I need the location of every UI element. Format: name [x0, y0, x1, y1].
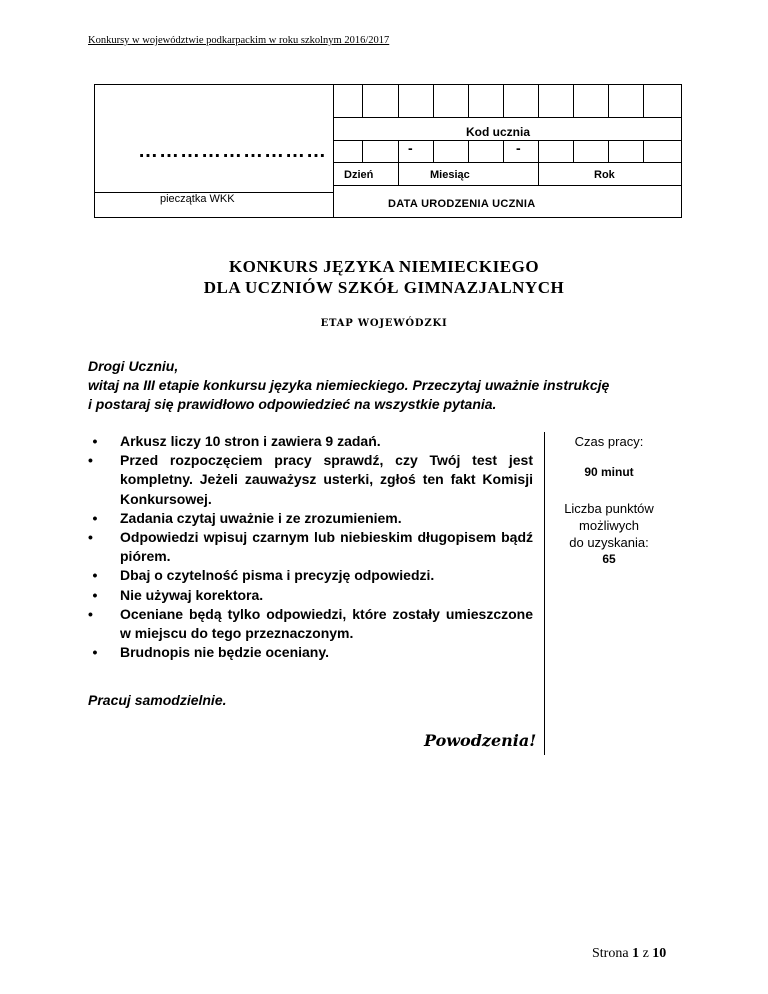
points-label-line3: do uzyskania:	[569, 535, 649, 550]
instruction-item: • Arkusz liczy 10 stron i zawiera 9 zadań.	[88, 432, 533, 451]
instructions-list	[88, 432, 533, 662]
instruction-item: • Odpowiedzi wpisuj czarnym lub niebieskim długopisem bądź piórem.	[88, 529, 533, 565]
bullet-icon: •	[88, 452, 93, 469]
bullet-icon: •	[92, 586, 98, 603]
birth-date-label: DATA URODZENIA UCZNIA	[388, 198, 536, 210]
points-label-line2: możliwych	[579, 518, 639, 533]
date-dash-2: -	[516, 140, 521, 156]
student-code-label: Kod ucznia	[466, 125, 531, 139]
good-luck: Powodzenia!	[424, 731, 537, 750]
greeting-line-2: witaj na III etapie konkursu języka niemieckiego. Przeczytaj uważnie instrukcję	[88, 377, 610, 393]
stamp-placeholder-dots: ………………………	[138, 140, 327, 162]
bullet-icon: •	[88, 529, 93, 546]
page-header: Konkursy w województwie podkarpackim w roku szkolnym 2016/2017	[88, 35, 390, 46]
bullet-icon: •	[92, 509, 98, 526]
day-label: Dzień	[344, 169, 374, 181]
instruction-item: • Dbaj o czytelność pisma i precyzję odpowiedzi.	[88, 566, 533, 585]
instruction-item: • Przed rozpoczęciem pracy sprawdź, czy Twój test jest kompletny. Jeżeli zauważysz usterki, zgłoś ten fakt Komisji Konkursowej.	[88, 452, 533, 507]
year-label: Rok	[594, 169, 615, 181]
greeting	[88, 357, 688, 414]
date-dash-1: -	[408, 140, 413, 156]
bullet-icon: •	[88, 605, 93, 622]
time-value: 90 minut	[584, 465, 634, 479]
instruction-item: • Zadania czytaj uważnie i ze zrozumieniem.	[88, 509, 533, 528]
bullet-icon: •	[92, 567, 98, 584]
greeting-line-3: i postaraj się prawidłowo odpowiedzieć na wszystkie pytania.	[88, 396, 497, 412]
points-label-line1: Liczba punktów	[564, 501, 654, 516]
points-value: 65	[602, 552, 616, 566]
competition-title-line2: DLA UCZNIÓW SZKÓŁ GIMNAZJALNYCH	[203, 278, 565, 297]
work-alone-note: Pracuj samodzielnie.	[88, 692, 227, 708]
instruction-item: • Brudnopis nie będzie oceniany.	[88, 643, 533, 662]
time-label: Czas pracy:	[574, 434, 644, 449]
bullet-icon: •	[92, 644, 98, 661]
instruction-item: • Nie używaj korektora.	[88, 586, 533, 605]
bullet-icon: •	[92, 433, 98, 449]
stamp-label: pieczątka WKK	[160, 193, 235, 205]
greeting-line-1: Drogi Uczniu,	[88, 358, 179, 374]
month-label: Miesiąc	[430, 169, 470, 181]
competition-title-line1: KONKURS JĘZYKA NIEMIECKIEGO	[228, 257, 540, 276]
vertical-separator	[544, 432, 545, 755]
instruction-item: • Oceniane będą tylko odpowiedzi, które zostały umieszczone w miejscu do tego przeznaczonym.	[88, 605, 533, 642]
stage-title: ETAP WOJEWÓDZKI	[320, 318, 448, 329]
page-number: Strona 1 z 10	[592, 946, 667, 961]
